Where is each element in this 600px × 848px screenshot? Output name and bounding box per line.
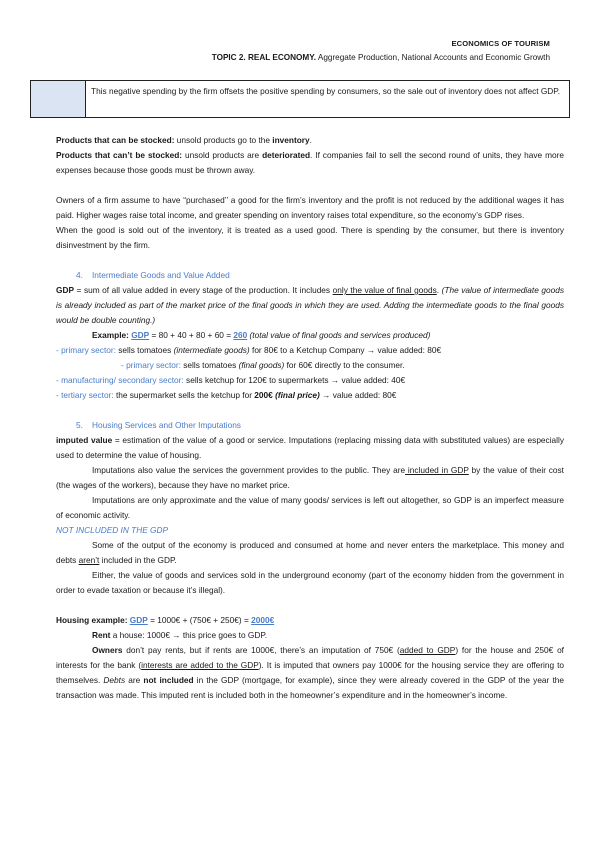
gov-underline: included in GDP bbox=[405, 465, 469, 475]
used-good-paragraph: When the good is sold out of the inventory, it is treated as a used good. There is spending by the consumer, but there is inventory disinvestment by the firm. bbox=[56, 225, 564, 250]
course-title: ECONOMICS OF TOURISM bbox=[451, 39, 550, 48]
not-stocked-text-b: . If companies fail to sell the second round of units, they have more expenses because those goods must be thrown away. bbox=[56, 150, 565, 175]
example-gdp-link[interactable]: GDP bbox=[131, 330, 150, 340]
sector-label: - tertiary sector: bbox=[56, 390, 114, 400]
sector-item-1 bbox=[56, 343, 564, 358]
not-stocked-line bbox=[56, 148, 564, 178]
stocked-line bbox=[56, 133, 564, 148]
example-total: 260 bbox=[233, 330, 248, 340]
not-stocked-bold: deteriorated bbox=[262, 150, 311, 160]
document-body bbox=[56, 133, 564, 703]
owners-paragraph: Owners of a firm assume to have “purchased’’ a good for the firm’s inventory and the profit is not reduced by the additional wages it has paid. Higher wages raise total income, and greater spending on inventory raises total expenditure, so the economy’s GDP rises. bbox=[56, 195, 564, 220]
imputed-bold: imputed value bbox=[56, 435, 113, 445]
owners-housing-paragraph bbox=[56, 643, 564, 703]
housing-gdp-link[interactable]: GDP bbox=[129, 615, 148, 625]
sector-text-a: sells ketchup for 120€ to supermarkets → value added: 40€ bbox=[183, 375, 406, 385]
stocked-text-b: . bbox=[309, 135, 312, 145]
sector-text-b: for 80€ to a Ketchup Company → value added: 80€ bbox=[249, 345, 442, 355]
topic-bold: TOPIC 2. REAL ECONOMY. bbox=[211, 53, 317, 62]
gdp-def-italic: (The value of intermediate goods is already included as part of the market price of the final goods in which they are used. Adding the intermediate goods to the final goods would be double counting.) bbox=[56, 285, 564, 325]
sector-text-a: sells tomatoes bbox=[115, 345, 174, 355]
section-4-heading bbox=[56, 268, 564, 283]
stocked-text-a: unsold products go to the bbox=[174, 135, 273, 145]
not-stocked-text-a: unsold products are bbox=[182, 150, 263, 160]
owners-underline-1: added to GDP bbox=[399, 645, 456, 655]
note-box bbox=[30, 80, 570, 118]
note-box-marker bbox=[31, 81, 86, 117]
sector-item-3 bbox=[56, 373, 564, 388]
home-paragraph bbox=[56, 538, 564, 568]
sector-text-a: the supermarket sells the ketchup for bbox=[113, 390, 255, 400]
rent-bold: Rent bbox=[92, 630, 111, 640]
gov-text-b: by the value of their cost (the wages of the workers), because they have no market price. bbox=[56, 465, 564, 490]
not-included-heading: NOT INCLUDED IN THE GDP bbox=[56, 525, 169, 535]
stocked-bold: inventory bbox=[272, 135, 310, 145]
sector-label: - primary sector: bbox=[56, 345, 116, 355]
not-stocked-label: Products that can’t be stocked: bbox=[56, 150, 183, 160]
section-4-title: Intermediate Goods and Value Added bbox=[92, 270, 230, 280]
sector-label: - primary sector: bbox=[121, 360, 181, 370]
example-label: Example: bbox=[92, 330, 129, 340]
imputed-definition bbox=[56, 433, 564, 463]
example-italic: (total value of final goods and services produced) bbox=[247, 330, 431, 340]
gov-text-a: Imputations also value the services the government provides to the public. They are bbox=[92, 465, 406, 475]
sector-italic: (intermediate goods) bbox=[173, 345, 250, 355]
home-text-b: included in the GDP. bbox=[99, 555, 177, 565]
owners-bold-2: not included bbox=[143, 675, 194, 685]
rent-text: a house: 1000€ → this price goes to GDP. bbox=[110, 630, 268, 640]
housing-label: Housing example: bbox=[56, 615, 128, 625]
sector-text-b: for 60€ directly to the consumer. bbox=[284, 360, 405, 370]
owners-underline-2: interests are added to the GDP bbox=[141, 660, 259, 670]
gdp-def-underline: only the value of final goods bbox=[332, 285, 437, 295]
topic-title bbox=[212, 53, 550, 62]
sector-text-b: → value added: 80€ bbox=[319, 390, 397, 400]
underground-paragraph: Either, the value of goods and services sold in the underground economy (part of the economy hidden from the government in order to evade taxation or because it’s illegal). bbox=[56, 570, 564, 595]
owners-d: are bbox=[125, 675, 144, 685]
note-box-text: This negative spending by the firm offsets the positive spending by consumers, so the sale out of inventory does not affect GDP. bbox=[91, 86, 561, 96]
sector-italic: (final price) bbox=[275, 390, 320, 400]
owners-e: in the GDP (mortgage, for example), since they were already covered in the GDP of the year the transaction was made. This imputed rent is included both in the homeowner’s expenditure and in the homeowner’s income. bbox=[56, 675, 564, 700]
sector-text-a: sells tomatoes bbox=[180, 360, 239, 370]
approx-paragraph: Imputations are only approximate and the value of many goods/ services is left out altogether, so GDP is an imperfect measure of economic activity. bbox=[56, 495, 564, 520]
example-line bbox=[56, 328, 564, 343]
gdp-def-bold: GDP bbox=[56, 285, 74, 295]
example-eq: = 80 + 40 + 80 + 60 = bbox=[149, 330, 234, 340]
section-5-heading bbox=[56, 418, 564, 433]
owners-c: ). It is imputed that owners pay 1000€ for the housing service they are offering to themselves. bbox=[56, 660, 564, 685]
gdp-def-a: = sum of all value added in every stage of the production. It includes bbox=[73, 285, 333, 295]
topic-rest: Aggregate Production, National Accounts and Economic Growth bbox=[316, 53, 550, 62]
owners-a: don’t pay rents, but if rents are 1000€, there’s an imputation of 750€ ( bbox=[122, 645, 400, 655]
housing-eq: = 1000€ + (750€ + 250€) = bbox=[147, 615, 252, 625]
imputed-text: = estimation of the value of a good or service. Imputations (replacing missing data with substituted values) are especially used to determine the value of housing. bbox=[56, 435, 564, 460]
gov-paragraph bbox=[56, 463, 564, 493]
sector-bold: 200€ bbox=[254, 390, 273, 400]
owners-b: ) for the house and 250€ of interests for the bank ( bbox=[56, 645, 564, 670]
home-text-a: Some of the output of the economy is produced and consumed at home and never enters the marketplace. This money and debts bbox=[56, 540, 564, 565]
sector-italic: (final goods) bbox=[238, 360, 285, 370]
sector-item-4 bbox=[56, 388, 564, 403]
owners-bold: Owners bbox=[92, 645, 123, 655]
sector-item-2 bbox=[56, 358, 564, 373]
rent-line bbox=[56, 628, 564, 643]
section-5-title: Housing Services and Other Imputations bbox=[92, 420, 241, 430]
gdp-def-b: . bbox=[436, 285, 442, 295]
housing-example-line bbox=[56, 613, 564, 628]
gdp-definition bbox=[56, 283, 564, 328]
section-5-number: 5. bbox=[76, 420, 83, 430]
section-4-number: 4. bbox=[76, 270, 83, 280]
housing-total: 2000€ bbox=[251, 615, 275, 625]
stocked-label: Products that can be stocked: bbox=[56, 135, 175, 145]
home-underline: aren’t bbox=[78, 555, 100, 565]
owners-italic: Debts bbox=[103, 675, 126, 685]
sector-label: - manufacturing/ secondary sector: bbox=[56, 375, 184, 385]
